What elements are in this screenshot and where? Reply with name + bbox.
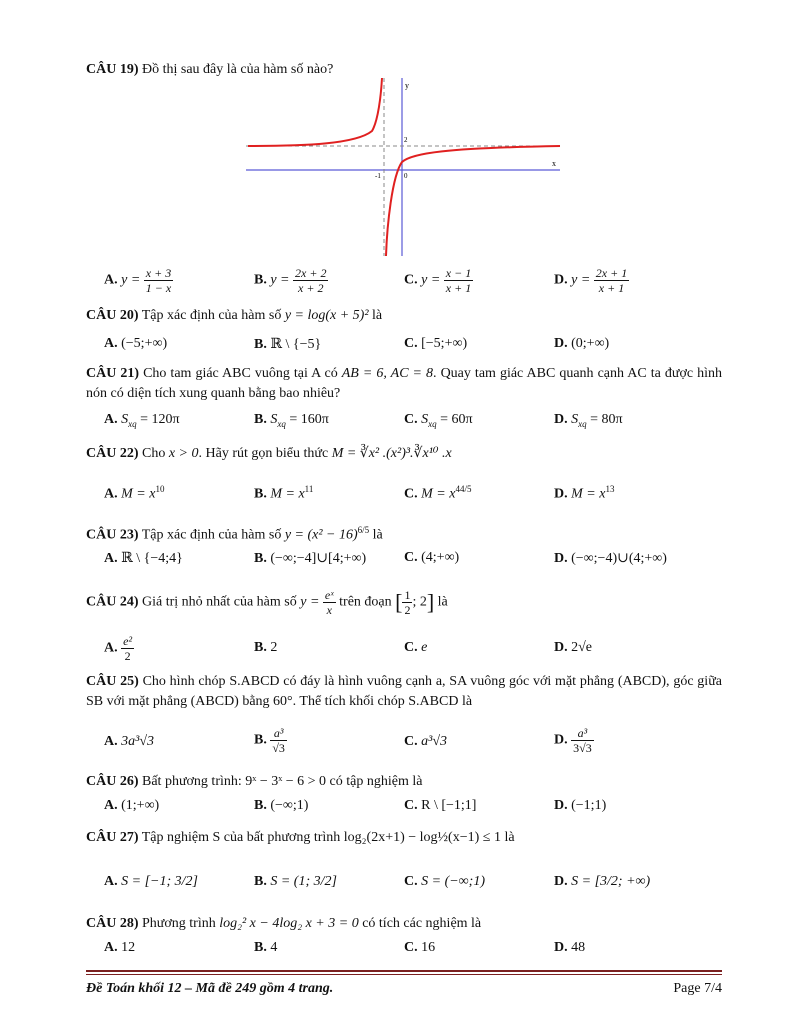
option-a[interactable]: A. 12 [104, 940, 136, 955]
fraction: $\frac{2x + 1}{x + 1}$ [595, 266, 628, 295]
option-d[interactable]: D. 2√e [554, 640, 593, 655]
option-a[interactable]: A. $\frac{\text{e²}}{2}$ [104, 634, 133, 663]
footer-divider [86, 970, 722, 972]
option-c[interactable]: C. [−5;+∞) [404, 336, 468, 351]
y-axis-label: y [405, 81, 409, 90]
option-c[interactable]: C. $M = x^{44/5}$ [404, 484, 472, 502]
option-b[interactable]: B. (−∞;1) [254, 798, 309, 813]
question-label: CÂU 19) [86, 62, 139, 77]
option-c[interactable]: C. a³√3 [404, 734, 448, 749]
option-a[interactable]: A. y = $\frac{x + 3}{1 - x}$ [104, 266, 172, 295]
option-d[interactable]: D. (−∞;−4)∪(4;+∞) [554, 551, 667, 566]
option-a[interactable]: A. $M = x^{10}$ [104, 484, 165, 502]
option-d[interactable]: D. $\frac{\text{a³}}{3√3}$ [554, 726, 592, 755]
option-c[interactable]: C. S = (−∞;1) [404, 874, 485, 889]
page-number: Page 7/4 [673, 981, 722, 996]
option-d[interactable]: D. (0;+∞) [554, 336, 610, 351]
y-tick-label: 2 [404, 136, 408, 144]
option-d[interactable]: D. S = [3/2; +∞) [554, 874, 651, 889]
option-d[interactable]: D. (−1;1) [554, 798, 607, 813]
option-b[interactable]: B. $\frac{\text{a³}}{√3}$ [254, 726, 285, 755]
option-b[interactable]: B. (−∞;−4]∪[4;+∞) [254, 551, 367, 566]
option-c[interactable]: C. R \ [−1;1] [404, 798, 477, 813]
option-d[interactable]: D. 48 [554, 940, 586, 955]
question-20: CÂU 20) Tập xác định của hàm số y = log(x + 5)² là [86, 308, 383, 323]
x-axis-label: x [552, 159, 556, 168]
question-21: CÂU 21) Cho tam giác ABC vuông tại A có AB = 6, AC = 8. Quay tam giác ABC quanh cạnh AC ta được hình nón có diện tích xung quanh bằng bao nhiêu? [86, 366, 723, 401]
option-d[interactable]: D. y = $\frac{2x + 1}{x + 1}$ [554, 266, 628, 295]
question-text: Đồ thị sau đây là của hàm số nào? [142, 62, 334, 77]
option-b[interactable]: B. $M = x^{11}$ [254, 484, 314, 502]
fraction: $\frac{2x + 2}{x + 2}$ [295, 266, 327, 295]
option-c[interactable]: C. 16 [404, 940, 436, 955]
option-b[interactable]: B. 4 [254, 940, 278, 955]
option-a[interactable]: A. (−5;+∞) [104, 336, 168, 351]
x-tick-label: -1 [375, 172, 381, 180]
fraction: $\frac{x - 1}{x + 1}$ [445, 266, 472, 295]
option-a[interactable]: A. (1;+∞) [104, 798, 160, 813]
footer-title: Đề Toán khối 12 – Mã đề 249 gồm 4 trang. [86, 981, 334, 996]
option-b[interactable]: B. S = (1; 3/2] [254, 874, 337, 889]
option-b[interactable]: B. y = $\frac{2x + 2}{x + 2}$ [254, 266, 327, 295]
option-d[interactable]: D. $S_{xq} = 80\pi$ [554, 412, 623, 429]
question-26: CÂU 26) Bất phương trình: 9ˣ − 3ˣ − 6 > 0 có tập nghiệm là [86, 774, 423, 789]
option-b[interactable]: B. $S_{xq} = 160\pi$ [254, 412, 329, 429]
origin-label: 0 [404, 172, 408, 180]
question-28: CÂU 28) Phương trình log₂² x − 4log₂ x + 3 = 0 có tích các nghiệm là [86, 916, 482, 931]
question-27: CÂU 27) Tập nghiệm S của bất phương trình log₂(2x+1) − log½(x−1) ≤ 1 là [86, 830, 515, 845]
fraction: $\frac{\text{eˣ}}{x}$ [324, 588, 334, 617]
function-graph [246, 76, 562, 258]
footer-divider [86, 974, 722, 975]
option-b[interactable]: B. 2 [254, 640, 278, 655]
option-a[interactable]: A. 3a³√3 [104, 734, 155, 749]
question-25: CÂU 25) Cho hình chóp S.ABCD có đáy là hình vuông cạnh a, SA vuông góc với mặt phẳng (ABCD), góc giữa SB với mặt phẳng (ABCD) bằng 60°. Thể tích khối chóp S.ABCD là [86, 674, 723, 709]
option-c[interactable]: C. $S_{xq} = 60\pi$ [404, 412, 473, 429]
fraction: $\frac{x + 3}{1 - x}$ [145, 266, 172, 295]
question-24: CÂU 24) Giá trị nhỏ nhất của hàm số y = $\frac{\text{eˣ}}{x}$ trên đoạn [ $\frac{1}{2}$ ; 2] là [86, 588, 448, 617]
option-a[interactable]: A. ℝ \ {−4;4} [104, 551, 183, 566]
question-22: CÂU 22) Cho x > 0. Hãy rút gọn biểu thức M = ∛x² .(x²)³.∛x¹⁰ .x [86, 446, 452, 461]
fraction: $\frac{1}{2}$ [404, 588, 411, 617]
option-a[interactable]: A. S = [−1; 3/2] [104, 874, 198, 889]
option-b[interactable]: B. ℝ \ {−5} [254, 337, 322, 352]
option-c[interactable]: C. y = $\frac{x - 1}{x + 1}$ [404, 266, 472, 295]
option-a[interactable]: A. $S_{xq} = 120\pi$ [104, 412, 180, 429]
option-d[interactable]: D. $M = x^{13}$ [554, 484, 615, 502]
option-c[interactable]: C. e [404, 640, 428, 655]
option-c[interactable]: C. (4;+∞) [404, 550, 460, 565]
question-23: CÂU 23) Tập xác định của hàm số $y = (x^2 - 16)^{6/5}$ là [86, 525, 383, 543]
